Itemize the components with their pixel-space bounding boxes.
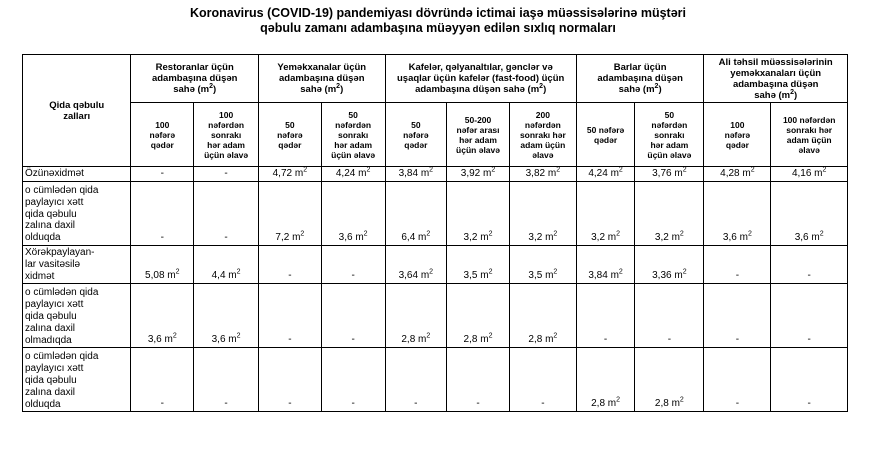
subheader-cell — [321, 103, 385, 167]
value-cell: - — [576, 284, 634, 348]
text-line: nəfərdən — [651, 119, 688, 130]
value-cell: 3,92 $m^2$ — [447, 167, 510, 182]
text-line: o cümlədən qida — [25, 351, 99, 363]
text-line: sonrakı — [654, 129, 685, 140]
text-line: zalına daxil — [25, 220, 76, 232]
value-cell: 2,8 $m^2$ — [447, 284, 510, 348]
text-line: sahə $(m^2)$ — [173, 82, 217, 95]
text-line: üçün əlavə — [456, 144, 500, 155]
text-line: hər adam — [334, 139, 372, 150]
text-line: paylayıcı xətt — [25, 363, 84, 375]
value-cell: 4,24 $m^2$ — [576, 167, 634, 182]
row-label-cell — [23, 246, 131, 284]
text-line: lar vasitəsilə — [25, 258, 81, 270]
value-cell: 4,24 $m^2$ — [321, 167, 385, 182]
group-header-cell — [704, 55, 848, 103]
row-header-cell — [23, 55, 131, 167]
text-line: 200 — [535, 109, 550, 120]
value-cell: 5,08 $m^2$ — [131, 246, 194, 284]
text-line: 50-200 — [464, 114, 492, 125]
text-line: adambaşına düşən — [732, 78, 819, 90]
value-cell: 3,5 $m^2$ — [509, 246, 576, 284]
value-cell: - — [259, 284, 322, 348]
value-cell: 2,8 $m^2$ — [385, 284, 447, 348]
text-line: üçün əlavə — [331, 149, 376, 160]
text-line: nəfərə — [149, 129, 176, 140]
text-line: hər adam — [650, 139, 689, 150]
text-line: hər adam — [207, 139, 245, 150]
text-line: Ali təhsil müəssisələrinin — [718, 56, 833, 68]
table-row — [23, 182, 848, 246]
group-header-cell — [259, 55, 386, 103]
subheader-cell — [447, 103, 510, 167]
row-label-cell — [23, 348, 131, 412]
density-norms-table — [22, 54, 848, 412]
text-line: 50 — [411, 119, 421, 130]
subheader-cell — [385, 103, 447, 167]
group-header-cell — [131, 55, 259, 103]
text-line: xidmət — [25, 270, 55, 282]
text-line: zalına daxil — [25, 386, 76, 398]
value-cell: - — [194, 348, 259, 412]
text-line: qida qəbulu — [25, 375, 77, 386]
value-cell: 3,2 $m^2$ — [576, 182, 634, 246]
value-cell: 3,84 $m^2$ — [385, 167, 447, 182]
text-line: adambaşına düşən — [151, 73, 238, 84]
value-cell: 3,82 $m^2$ — [509, 167, 576, 182]
text-line: nəfərə — [277, 129, 303, 140]
value-cell: 3,5 $m^2$ — [447, 246, 510, 284]
value-cell: 3,6 $m^2$ — [131, 284, 194, 348]
text-line: əlavə — [532, 149, 554, 160]
document-title — [0, 6, 876, 36]
text-line: 100 nəfərdən — [782, 114, 836, 125]
value-cell: 3,2 $m^2$ — [509, 182, 576, 246]
value-cell: - — [321, 284, 385, 348]
text-line: nəfərdən — [208, 119, 245, 130]
text-line: üçün əlavə — [647, 149, 692, 160]
value-cell: - — [704, 284, 771, 348]
text-line: sonrakı — [210, 129, 242, 140]
value-cell: 6,4 $m^2$ — [385, 182, 447, 246]
text-line: nəfərə — [724, 129, 751, 140]
value-cell: - — [704, 246, 771, 284]
text-line: 50 — [348, 109, 358, 120]
value-cell: - — [385, 348, 447, 412]
text-line: sonrakı hər — [519, 129, 566, 140]
value-cell: 2,8 $m^2$ — [509, 284, 576, 348]
table-row — [23, 246, 848, 284]
text-line: zalları — [63, 110, 91, 122]
text-line: o cümlədən qida — [25, 287, 99, 299]
text-line: 50 — [664, 109, 675, 120]
value-cell: - — [131, 167, 194, 182]
text-line: adambaşına düşən sahə $(m^2)$ — [415, 82, 547, 95]
value-cell: - — [771, 284, 848, 348]
text-line: nəfər arası — [456, 124, 500, 135]
text-line: qida qəbulu — [25, 208, 77, 220]
text-line: qida qəbulu — [25, 311, 77, 322]
text-line: Barlar üçün — [613, 62, 667, 73]
value-cell: 2,8 $m^2$ — [576, 348, 634, 412]
text-line: paylayıcı xətt — [25, 196, 84, 208]
text-line: qədər — [404, 139, 428, 150]
subheader-cell — [771, 103, 848, 167]
value-cell: - — [131, 348, 194, 412]
text-line: Kafelər, qəlyanaltılar, gənclər və — [408, 62, 553, 73]
text-line: 100 — [218, 109, 234, 120]
value-cell: 3,76 $m^2$ — [635, 167, 704, 182]
text-line: sahə $(m^2)$ — [300, 82, 344, 95]
group-header-cell — [576, 55, 704, 103]
value-cell: 3,6 $m^2$ — [194, 284, 259, 348]
value-cell: 4,4 $m^2$ — [194, 246, 259, 284]
table-row — [23, 284, 848, 348]
value-cell: 3,2 $m^2$ — [447, 182, 510, 246]
text-line: adam üçün — [520, 139, 566, 150]
text-line: nəfərdən — [524, 119, 561, 130]
value-cell: 3,6 $m^2$ — [321, 182, 385, 246]
text-line: Qida qəbulu — [49, 99, 105, 111]
value-cell: - — [194, 182, 259, 246]
value-cell: - — [771, 246, 848, 284]
value-cell: 3,36 $m^2$ — [635, 246, 704, 284]
value-cell: 4,28 $m^2$ — [704, 167, 771, 182]
text-line: olmadıqda — [25, 334, 72, 346]
subheader-cell — [509, 103, 576, 167]
value-cell: 3,6 $m^2$ — [704, 182, 771, 246]
value-cell: 3,64 $m^2$ — [385, 246, 447, 284]
text-line: qədər — [150, 139, 174, 150]
text-line: 100 — [155, 119, 170, 130]
text-line: nəfərdən — [335, 119, 372, 130]
subheader-cell — [259, 103, 322, 167]
table-row — [23, 348, 848, 412]
table-row — [23, 167, 848, 182]
row-label-cell — [23, 167, 131, 182]
value-cell: - — [259, 348, 322, 412]
text-line: yeməkxanaları üçün — [730, 67, 822, 79]
text-line: zalına daxil — [25, 322, 76, 334]
title-line-2: qəbulu zamanı adambaşına müəyyən edilən sıxlıq normaları — [260, 21, 616, 35]
value-cell: - — [259, 246, 322, 284]
value-cell: 3,2 $m^2$ — [635, 182, 704, 246]
value-cell: - — [321, 348, 385, 412]
text-line: sonrakı hər — [786, 124, 833, 135]
value-cell: - — [321, 246, 385, 284]
text-line: adam üçün — [786, 134, 832, 145]
text-line: 50 nəfərə — [586, 124, 625, 135]
group-header-cell — [385, 55, 576, 103]
text-line: Özünəxidmət — [25, 168, 84, 180]
value-cell: - — [635, 284, 704, 348]
subheader-cell — [576, 103, 634, 167]
subheader-cell — [704, 103, 771, 167]
value-cell: 2,8 $m^2$ — [635, 348, 704, 412]
text-line: Restoranlar üçün — [155, 62, 234, 73]
value-cell: - — [194, 167, 259, 182]
text-line: qədər — [725, 139, 749, 150]
text-line: adambaşına düşən — [597, 73, 683, 84]
text-line: olduqda — [25, 398, 61, 410]
text-line: hər adam — [459, 134, 497, 145]
value-cell: 7,2 $m^2$ — [259, 182, 322, 246]
text-line: qədər — [278, 139, 302, 150]
text-line: olduqda — [25, 232, 61, 244]
value-cell: - — [131, 182, 194, 246]
text-line: sahə $(m^2)$ — [754, 88, 798, 101]
text-line: paylayıcı xətt — [25, 299, 84, 311]
text-line: Xörəkpaylayan- — [25, 247, 95, 258]
value-cell: - — [509, 348, 576, 412]
value-cell: - — [704, 348, 771, 412]
text-line: qədər — [594, 134, 618, 145]
subheader-cell — [635, 103, 704, 167]
text-line: sonrakı — [337, 129, 369, 140]
text-line: üçün əlavə — [204, 149, 249, 160]
text-line: 100 — [730, 119, 745, 130]
text-line: nəfərə — [403, 129, 429, 140]
text-line: sahə $(m^2)$ — [618, 82, 662, 95]
text-line: adambaşına düşən — [278, 73, 365, 84]
title-line-1: Koronavirus (COVID-19) pandemiyası dövründə ictimai iaşə müəssisələrinə müştəri — [189, 6, 686, 20]
value-cell: - — [771, 348, 848, 412]
text-line: 50 — [285, 119, 295, 130]
subheader-cell — [131, 103, 194, 167]
value-cell: 4,16 $m^2$ — [771, 167, 848, 182]
value-cell: - — [447, 348, 510, 412]
row-label-cell — [23, 284, 131, 348]
subheader-cell — [194, 103, 259, 167]
text-line: o cümlədən qida — [25, 185, 99, 197]
text-line: əlavə — [798, 144, 820, 155]
value-cell: 3,6 $m^2$ — [771, 182, 848, 246]
value-cell: 3,84 $m^2$ — [576, 246, 634, 284]
text-line: uşaqlar üçün kafelər (fast-food) üçün — [397, 73, 565, 84]
row-label-cell — [23, 182, 131, 246]
value-cell: 4,72 $m^2$ — [259, 167, 322, 182]
text-line: Yeməkxanalar üçün — [277, 62, 367, 73]
